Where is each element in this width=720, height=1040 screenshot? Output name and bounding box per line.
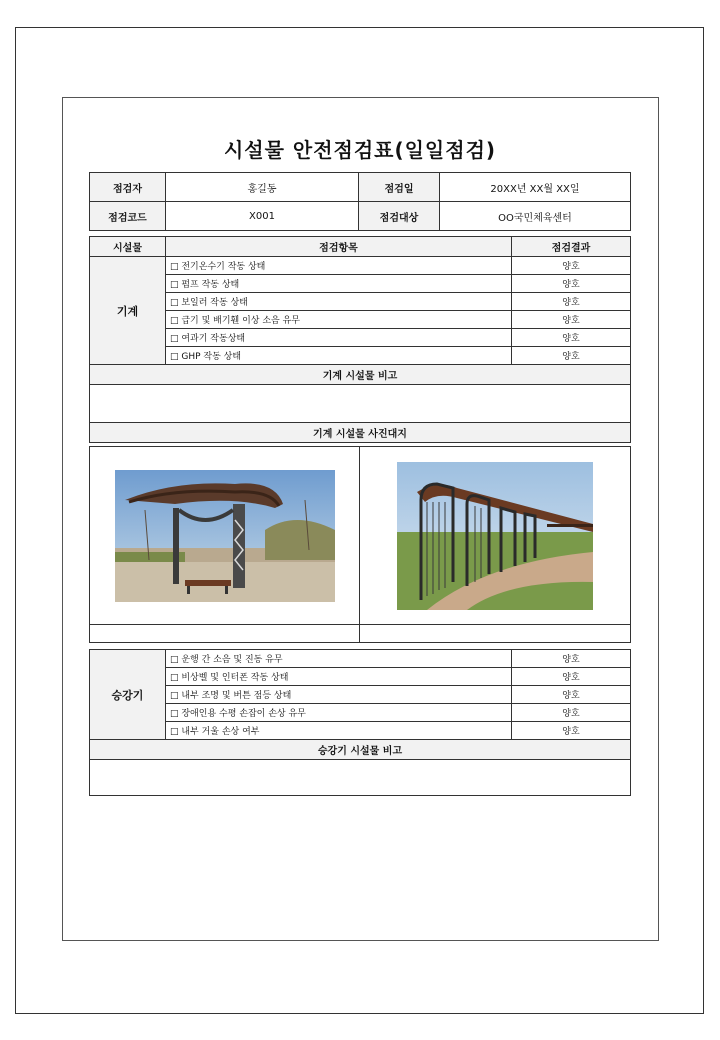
shelter-photo bbox=[115, 470, 335, 602]
photo-table bbox=[89, 446, 631, 643]
col-items-header: 점검항목 bbox=[166, 237, 512, 257]
elevator-category: 승강기 bbox=[90, 650, 166, 740]
mechanical-item: □ 보일러 작동 상태 bbox=[166, 293, 512, 311]
mechanical-result: 양호 bbox=[512, 257, 631, 275]
inspector-value: 홍길동 bbox=[166, 173, 359, 202]
mechanical-result: 양호 bbox=[512, 329, 631, 347]
elevator-result: 양호 bbox=[512, 686, 631, 704]
mechanical-photo-header: 기계 시설물 사진대지 bbox=[90, 423, 631, 443]
elevator-result: 양호 bbox=[512, 722, 631, 740]
mechanical-item: □ 급기 및 배기휀 이상 소음 유무 bbox=[166, 311, 512, 329]
mechanical-category: 기계 bbox=[90, 257, 166, 365]
photo-caption-right bbox=[360, 625, 631, 643]
code-label: 점검코드 bbox=[90, 202, 166, 231]
target-value: OO국민체육센터 bbox=[440, 202, 631, 231]
elevator-result: 양호 bbox=[512, 650, 631, 668]
elevator-item: □ 내부 조명 및 버튼 점등 상태 bbox=[166, 686, 512, 704]
photo-caption-left bbox=[90, 625, 360, 643]
mechanical-result: 양호 bbox=[512, 347, 631, 365]
col-facility-header: 시설물 bbox=[90, 237, 166, 257]
elevator-result: 양호 bbox=[512, 704, 631, 722]
pergola-photo bbox=[397, 462, 593, 610]
elevator-item: □ 내부 거울 손상 여부 bbox=[166, 722, 512, 740]
header-info-table bbox=[89, 172, 631, 231]
elevator-remarks-header: 승강기 시설물 비고 bbox=[90, 740, 631, 760]
col-result-header: 점검결과 bbox=[512, 237, 631, 257]
mechanical-table bbox=[89, 236, 631, 443]
photo-cell-left bbox=[90, 447, 360, 625]
mechanical-result: 양호 bbox=[512, 311, 631, 329]
inspector-label: 점검자 bbox=[90, 173, 166, 202]
mechanical-result: 양호 bbox=[512, 293, 631, 311]
date-value: 20XX년 XX월 XX일 bbox=[440, 173, 631, 202]
mechanical-remarks-header: 기계 시설물 비고 bbox=[90, 365, 631, 385]
photo-cell-right bbox=[360, 447, 631, 625]
elevator-result: 양호 bbox=[512, 668, 631, 686]
elevator-table bbox=[89, 649, 631, 796]
elevator-item: □ 운행 간 소음 및 진동 유무 bbox=[166, 650, 512, 668]
document-title: 시설물 안전점검표(일일점검) bbox=[223, 138, 497, 162]
mechanical-remarks-area bbox=[90, 385, 631, 423]
mechanical-item: □ 여과기 작동상태 bbox=[166, 329, 512, 347]
mechanical-result: 양호 bbox=[512, 275, 631, 293]
elevator-item: □ 장애인용 수평 손잡이 손상 유무 bbox=[166, 704, 512, 722]
mechanical-item: □ GHP 작동 상태 bbox=[166, 347, 512, 365]
target-label: 점검대상 bbox=[359, 202, 440, 231]
code-value: X001 bbox=[166, 202, 359, 231]
elevator-remarks-area bbox=[90, 760, 631, 796]
mechanical-item: □ 펌프 작동 상태 bbox=[166, 275, 512, 293]
elevator-item: □ 비상벨 및 인터폰 작동 상태 bbox=[166, 668, 512, 686]
mechanical-item: □ 전기온수기 작동 상태 bbox=[166, 257, 512, 275]
date-label: 점검일 bbox=[359, 173, 440, 202]
